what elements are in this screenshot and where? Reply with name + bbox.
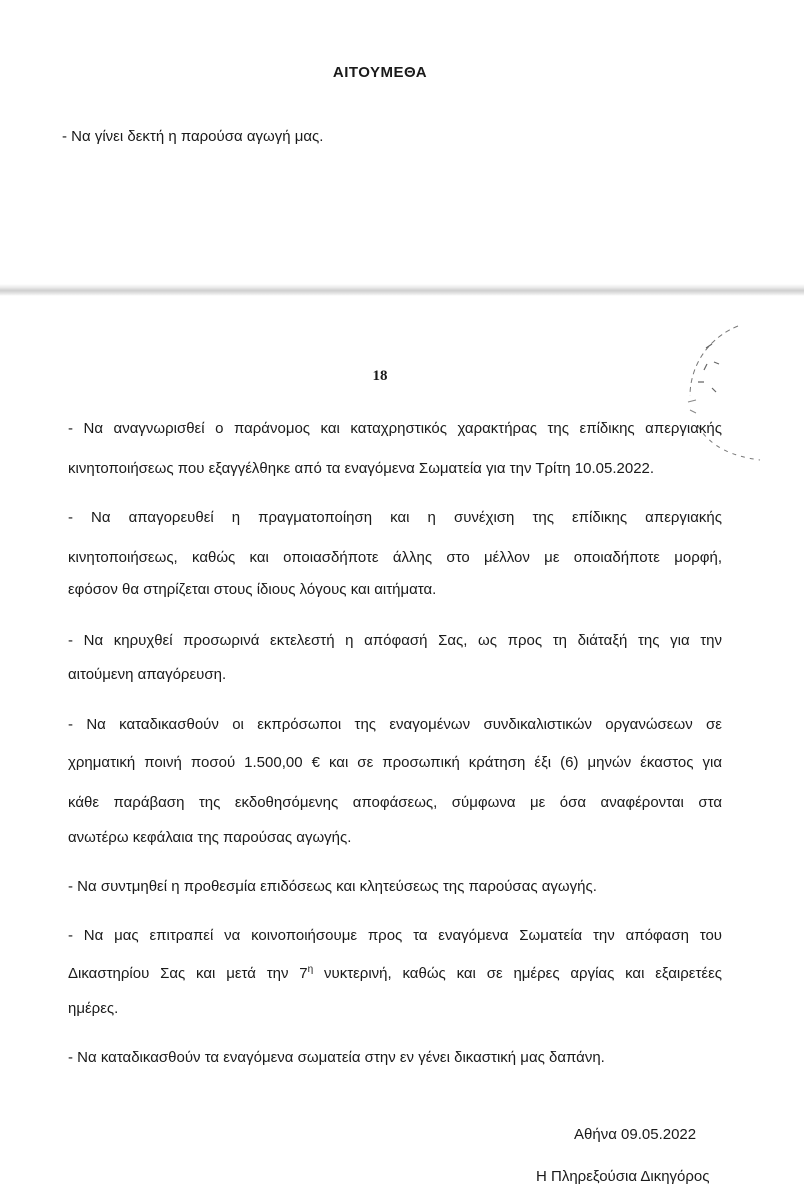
paragraph-6-line-2-end: νυκτερινή, καθώς και σε ημέρες αργίας και εξαιρετέες — [313, 965, 722, 982]
stamp-icon — [668, 318, 778, 468]
paragraph-4-line-3: κάθε παράβαση της εκδοθησόμενης αποφάσεως, σύμφωνα με όσα αναφέρονται στα — [68, 794, 722, 811]
page-separator — [0, 284, 804, 296]
paragraph-5-line-1: - Να συντμηθεί η προθεσμία επιδόσεως και κλητεύσεως της παρούσας αγωγής. — [68, 878, 597, 895]
paragraph-6-line-2-start: Δικαστηρίου Σας και μετά την 7 — [68, 965, 308, 982]
paragraph-4-line-1: - Να καταδικασθούν οι εκπρόσωποι της εναγομένων συνδικαλιστικών οργανώσεων σε — [68, 716, 722, 733]
paragraph-4-line-2: χρηματική ποινή ποσού 1.500,00 € και σε προσωπική κράτηση έξι (6) μηνών έκαστος για — [68, 754, 722, 771]
paragraph-2-line-3: εφόσον θα στηρίζεται στους ίδιους λόγους και αιτήματα. — [68, 581, 437, 598]
paragraph-3-line-2: αιτούμενη απαγόρευση. — [68, 666, 227, 683]
request-item: - Να γίνει δεκτή η παρούσα αγωγή μας. — [62, 128, 324, 145]
page-number: 18 — [372, 368, 388, 384]
paragraph-6-line-3: ημέρες. — [68, 1000, 119, 1017]
signatory: Η Πληρεξούσια Δικηγόρος — [536, 1168, 710, 1185]
paragraph-7-line-1: - Να καταδικασθούν τα εναγόμενα σωματεία στην εν γένει δικαστική μας δαπάνη. — [68, 1049, 605, 1066]
section-heading: ΑΙΤΟΥΜΕΘΑ — [332, 64, 428, 81]
paragraph-6-line-1: - Να μας επιτραπεί να κοινοποιήσουμε προς τα εναγόμενα Σωματεία την απόφαση του — [68, 927, 722, 944]
date-place: Αθήνα 09.05.2022 — [574, 1126, 697, 1143]
ordinal-superscript: η — [307, 964, 314, 975]
paragraph-1-line-1: - Να αναγνωρισθεί ο παράνομος και καταχρηστικός χαρακτήρας της επίδικης απεργιακής — [68, 420, 722, 437]
paragraph-6-line-2 — [68, 964, 722, 982]
paragraph-4-line-4: ανωτέρω κεφάλαια της παρούσας αγωγής. — [68, 829, 352, 846]
paragraph-3-line-1: - Να κηρυχθεί προσωρινά εκτελεστή η απόφασή Σας, ως προς τη διάταξή της για την — [68, 632, 722, 649]
paragraph-2-line-1: - Να απαγορευθεί η πραγματοποίηση και η συνέχιση της επίδικης απεργιακής — [68, 509, 722, 526]
paragraph-2-line-2: κινητοποιήσεως, καθώς και οποιασδήποτε άλλης στο μέλλον με οποιαδήποτε μορφή, — [68, 549, 722, 566]
paragraph-1-line-2: κινητοποιήσεως που εξαγγέλθηκε από τα εναγόμενα Σωματεία για την Τρίτη 10.05.2022. — [68, 460, 655, 477]
